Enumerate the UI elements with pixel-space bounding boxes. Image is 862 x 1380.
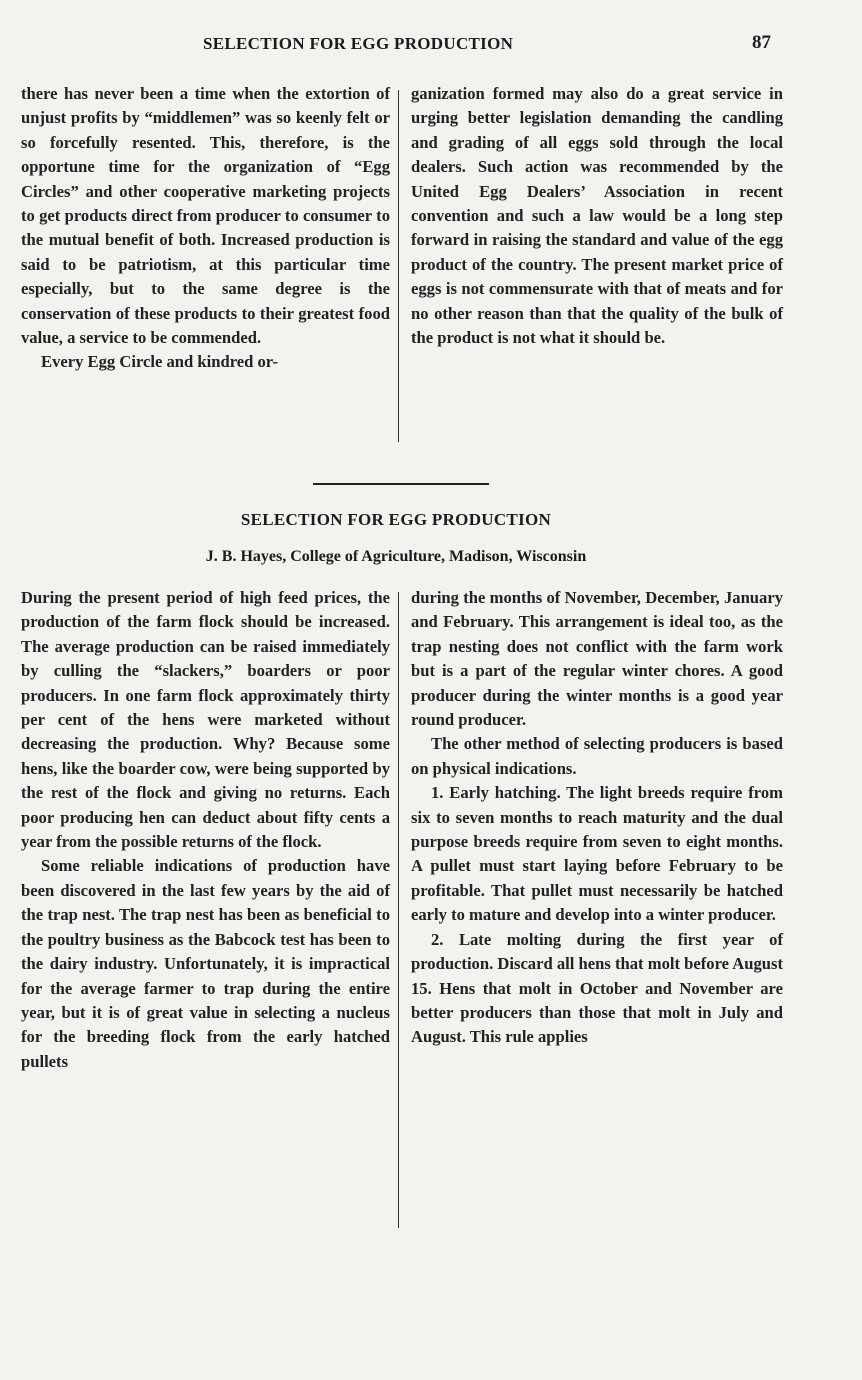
running-head: SELECTION FOR EGG PRODUCTION — [203, 34, 514, 53]
previous-article-right-column — [411, 82, 783, 350]
article-paragraph: The other method of selecting producers is based on physical indications. — [411, 734, 783, 778]
previous-article-paragraph: there has never been a time when the extortion of unjust profits by “middlemen” was so keenly felt or so forcefully resented. This, therefore, is the opportune time for the organization of “Egg Circles” and other cooperative marketing projects to get products direct from producer to consumer to the mutual benefit of both. Increased production is said to be patriotism, at this particular time especially, but to the same degree is the conservation of these products to their greatest food value, a service to be commended. — [21, 84, 390, 348]
section-divider — [313, 483, 489, 485]
previous-article-paragraph: Every Egg Circle and kindred or- — [41, 352, 279, 372]
article-paragraph: 2. Late molting during the first year of production. Discard all hens that molt before August 15. Hens that molt in October and November are better producers than those that molt in July and August. This rule applies — [411, 929, 783, 1047]
article-title: SELECTION FOR EGG PRODUCTION — [240, 510, 552, 529]
article-paragraph: 1. Early hatching. The light breeds require from six to seven months to reach maturity and the dual purpose breeds require from seven to eight months. A pullet must start laying before February to be profitable. That pullet must necessarily be hatched early to mature and develop into a winter producer. — [411, 783, 783, 925]
article-left-column — [21, 586, 390, 1074]
page-number: 87 — [752, 32, 771, 53]
article-paragraph: Some reliable indications of production have been discovered in the last few years by the aid of the trap nest. The trap nest has been as beneficial to the poultry business as the Babcock test has been to the dairy industry. Unfortunately, it is impractical for the average farmer to trap during the entire year, but it is of great value in selecting a nucleus for the breeding flock from the early hatched pullets — [21, 856, 390, 1071]
column-divider — [398, 592, 399, 1228]
previous-article-left-column — [21, 82, 390, 375]
article-paragraph: during the months of November, December, January and February. This arrangement is ideal too, as the trap nesting does not conflict with the farm work but is a part of the regular winter chores. A good producer during the winter months is a good year round producer. — [411, 588, 783, 730]
author-line: J. B. Hayes, College of Agriculture, Madison, Wisconsin — [205, 548, 587, 565]
article-paragraph: During the present period of high feed prices, the production of the farm flock should be increased. The average production can be raised immediately by culling the “slackers,” boarders or poor producers. In one farm flock approximately thirty per cent of the hens were marketed without decreasing the production. Why? Because some hens, like the boarder cow, were being supported by the rest of the flock and giving no returns. Each poor producing hen can deduct about fifty cents a year from the possible returns of the flock. — [21, 588, 390, 852]
column-divider — [398, 90, 399, 442]
previous-article-paragraph: ganization formed may also do a great service in urging better legislation demanding the candling and grading of all eggs sold through the local dealers. Such action was recommended by the United Egg Dealers’ Association in recent convention and such a law would be a long step forward in raising the standard and value of the egg product of the country. The present market price of eggs is not commensurate with that of meats and for no other reason than that the quality of the bulk of the product is not what it should be. — [411, 84, 783, 348]
article-right-column — [411, 586, 783, 1050]
